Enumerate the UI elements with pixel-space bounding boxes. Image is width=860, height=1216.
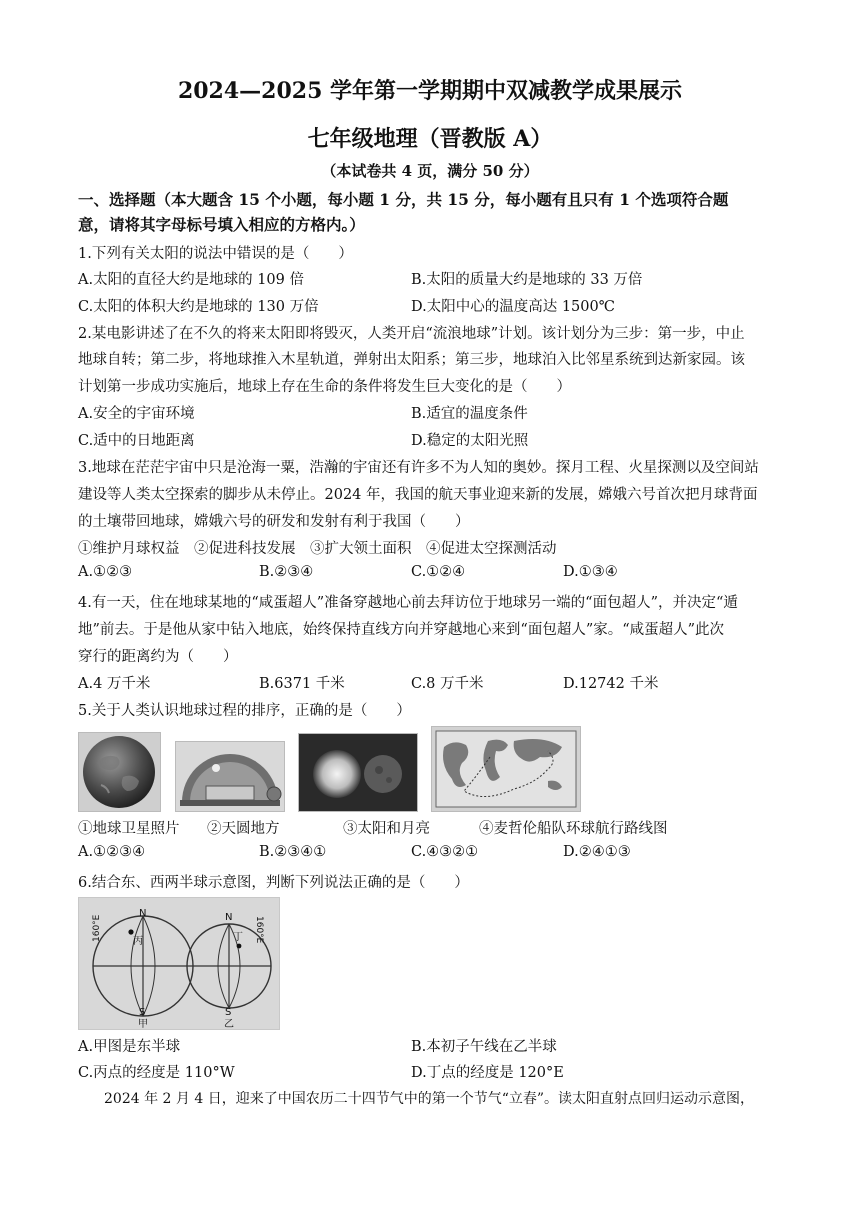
q6-option-c: C.丙点的经度是 110°W (78, 1065, 235, 1081)
q4-line2: 地”前去。于是他从家中钻入地底，始终保持直线方向并穿越地心来到“面包超人”家。“咸蛋超人”此次 (78, 622, 725, 638)
q3-option-d: D.①③④ (563, 564, 618, 580)
earth-globe-icon (79, 733, 160, 811)
q3-option-a: A.①②③ (78, 564, 133, 580)
q2-line1: 2.某电影讲述了在不久的将来太阳即将毁灭，人类开启“流浪地球”计划。该计划分为三步：第一步，中止 (78, 326, 745, 342)
q5-option-c: C.④③②① (411, 844, 479, 860)
q5-option-a: A.①②③④ (78, 844, 146, 860)
exam-note: （本试卷共 4 页，满分 50 分） (321, 162, 539, 180)
q1-option-c: C.太阳的体积大约是地球的 130 万倍 (78, 299, 319, 315)
q2-option-d: D.稳定的太阳光照 (411, 433, 529, 449)
q6-option-d: D.丁点的经度是 120°E (411, 1065, 564, 1081)
magellan-route-map (431, 726, 581, 812)
earth-satellite-photo (78, 732, 161, 812)
hemisphere-diagram (78, 897, 280, 1030)
q1-option-d: D.太阳中心的温度高达 1500℃ (411, 299, 615, 315)
dome-icon (176, 742, 284, 811)
q4-option-a: A.4 万千米 (78, 676, 151, 692)
point-ding-label: 丁 (233, 932, 243, 943)
q1-stem: 1.下列有关太阳的说法中错误的是（ ） (78, 246, 353, 262)
q1-option-a: A.太阳的直径大约是地球的 109 倍 (78, 272, 304, 288)
q2-option-b: B.适宜的温度条件 (411, 406, 528, 422)
q2-option-c: C.适中的日地距离 (78, 433, 195, 449)
exam-title: 2024—2025 学年第一学期期中双减教学成果展示 (177, 78, 683, 104)
hemisphere-yi-label: 乙 (224, 1019, 234, 1029)
point-bing-label: 丙 (133, 936, 143, 947)
q1-option-b: B.太阳的质量大约是地球的 33 万倍 (411, 272, 643, 288)
q6-option-a: A.甲图是东半球 (78, 1039, 181, 1055)
q5-caption-1: ①地球卫星照片 (78, 821, 180, 837)
q2-line2: 地球自转；第二步，将地球推入木星轨道，弹射出太阳系；第三步，地球泊入比邻星系统到达新家园。该 (78, 352, 745, 368)
q5-option-b: B.②③④① (259, 844, 327, 860)
q5-caption-3: ③太阳和月亮 (343, 821, 430, 837)
right-longitude-label: 160°E (254, 916, 264, 944)
sun-moon-icon (299, 734, 417, 811)
left-north-label: N (139, 908, 147, 919)
q4-option-d: D.12742 千米 (563, 676, 659, 692)
q4-line3: 穿行的距离约为（ ） (78, 649, 238, 665)
q6-stem: 6.结合东、西两半球示意图，判断下列说法正确的是（ ） (78, 875, 469, 891)
left-longitude-label: 160°E (92, 914, 102, 942)
hemisphere-jia-label: 甲 (138, 1019, 148, 1029)
exam-subtitle: 七年级地理（晋教版 A） (307, 126, 553, 152)
world-map-icon (432, 727, 580, 811)
right-south-label: S (225, 1007, 232, 1018)
round-sky-square-earth-illustration (175, 741, 285, 812)
sun-and-moon-photo (298, 733, 418, 812)
hemispheres-svg (79, 898, 279, 1029)
q4-line1: 4.有一天，住在地球某地的“咸蛋超人”准备穿越地心前去拜访位于地球另一端的“面包超人”，并决定“遁 (78, 595, 738, 611)
q4-option-c: C.8 万千米 (411, 676, 484, 692)
q3-option-c: C.①②④ (411, 564, 466, 580)
section-heading-line2: 意，请将其字母标号填入相应的方格内。） (78, 215, 365, 234)
q3-line2: 建设等人类太空探索的脚步从未停止。2024 年，我国的航天事业迎来新的发展，嫦娥六号首次把月球背面 (78, 487, 758, 503)
q3-line1: 3.地球在茫茫宇宙中只是沧海一粟，浩瀚的宇宙还有许多不为人知的奥妙。探月工程、火星探测以及空间站 (78, 460, 759, 476)
right-north-label: N (225, 912, 233, 923)
left-south-label: S (139, 1007, 146, 1018)
q3-items: ①维护月球权益 ②促进科技发展 ③扩大领土面积 ④促进太空探测活动 (78, 541, 557, 557)
section-heading-line1: 一、选择题（本大题含 15 个小题，每小题 1 分，共 15 分，每小题有且只有 1 个选项符合题 (78, 190, 729, 209)
q2-line3: 计划第一步成功实施后，地球上存在生命的条件将发生巨大变化的是（ ） (78, 379, 571, 395)
q4-option-b: B.6371 千米 (259, 676, 345, 692)
q3-line3: 的土壤带回地球，嫦娥六号的研发和发射有利于我国（ ） (78, 514, 470, 530)
q5-caption-2: ②天圆地方 (207, 821, 280, 837)
q5-stem: 5.关于人类认识地球过程的排序，正确的是（ ） (78, 703, 411, 719)
q5-caption-4: ④麦哲伦船队环球航行路线图 (479, 821, 668, 837)
q5-option-d: D.②④①③ (563, 844, 631, 860)
q6-option-b: B.本初子午线在乙半球 (411, 1039, 557, 1055)
q2-option-a: A.安全的宇宙环境 (78, 406, 195, 422)
q3-option-b: B.②③④ (259, 564, 314, 580)
q7-intro: 2024 年 2 月 4 日，迎来了中国农历二十四节气中的第一个节气“立春”。读太阳直射点回归运动示意图， (104, 1091, 755, 1107)
